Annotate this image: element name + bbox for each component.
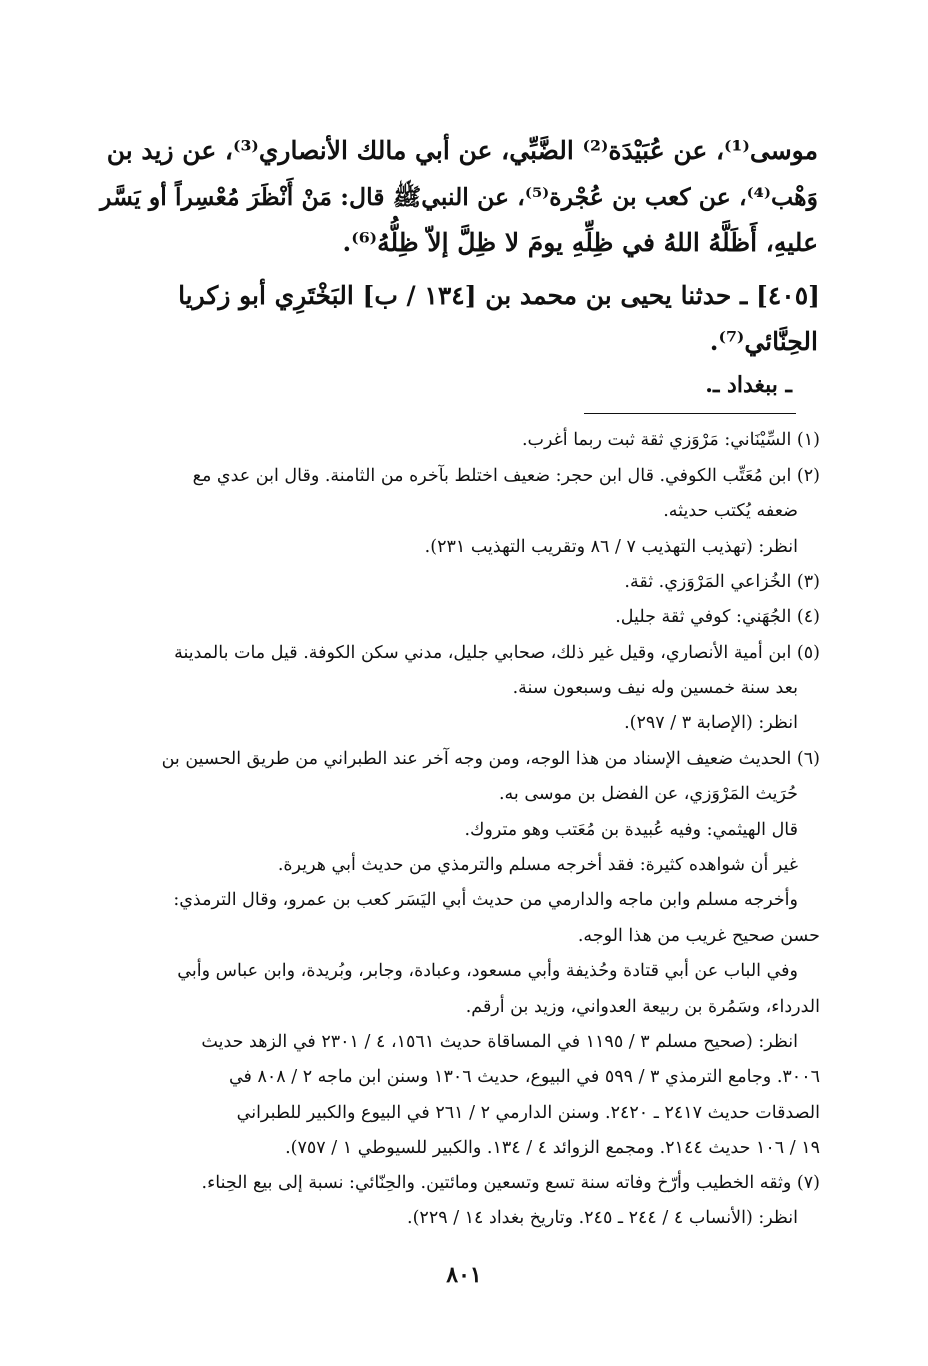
footnote-2-line-2: ضعفه يُكتب حديثه. <box>663 501 798 521</box>
footnote-6-line-5: وأخرجه مسلم وابن ماجه والدارمي من حديث أبي اليَسَر كعب بن عمرو، وقال الترمذي: <box>173 890 798 910</box>
footnote-6-line-8: الدرداء، وسَمُرة بن ربيعة العدواني، وزيد بن أرقم. <box>465 997 820 1017</box>
footnote-6-line-4: غير أن شواهده كثيرة: فقد أخرجه مسلم والترمذي من حديث أبي هريرة. <box>277 855 798 875</box>
footnote-4: (٤) الجُهَني: كوفي ثقة جليل. <box>615 607 820 627</box>
footnote-2-line-1: (٢) ابن مُعَتِّب الكوفي. قال ابن حجر: ضعيف اختلط بآخره من الثامنة. وقال ابن عدي مع <box>192 466 820 486</box>
footnote-3: (٣) الخُزاعي المَرْوَزي. ثقة. <box>624 572 820 592</box>
page-number: ٨٠١ <box>446 1262 482 1288</box>
footnote-7-line-1: (٧) وثقه الخطيب وأرّخ وفاته سنة تسع وتسعين ومائتين. والحِنّائي: نسبة إلى بيع الحِناء. <box>201 1173 820 1193</box>
footnote-6-line-7: وفي الباب عن أبي قتادة وحُذيفة وأبي مسعود، وعبادة، وجابر، وبُريدة، وابن عباس وأبي <box>177 961 798 981</box>
footnote-6-line-1: (٦) الحديث ضعيف الإسناد من هذا الوجه، ومن وجه آخر عند الطبراني من طريق الحسين بن <box>161 749 820 769</box>
main-text-line-1: موسى⁽¹⁾، عن عُبَيْدَة⁽²⁾ الضَّبِّي، عن أبي مالك الأنصاري⁽³⁾، عن زيد بن <box>106 136 818 165</box>
footnote-1: (١) السِّيْنَاني: مَرْوَزي ثقة ثبت ربما أغرب. <box>521 430 820 450</box>
footnote-5-line-2: بعد سنة خمسين وله نيف وسبعون سنة. <box>512 678 798 698</box>
footnote-6-line-6: حسن صحيح غريب من هذا الوجه. <box>577 926 820 946</box>
hadith-405-narrator-nisba: الحِنَّائي⁽⁷⁾. <box>709 327 818 356</box>
footnote-6-reference-2: ٣٠٠٦. وجامع الترمذي ٣ / ٥٩٩ في البيوع، حديث ١٣٠٦ وسنن ابن ماجه ٢ / ٨٠٨ في <box>228 1067 820 1087</box>
footnote-6-reference-1: انظر: (صحيح مسلم ٣ / ١١٩٥ في المساقاة حديث ١٥٦١، ٤ / ٢٣٠١ في الزهد حديث <box>201 1032 798 1052</box>
footnote-2-reference: انظر: (تهذيب التهذيب ٧ / ٨٦ وتقريب التهذيب ٢٣١). <box>424 537 798 557</box>
footnote-6-line-3: قال الهيثمي: وفيه عُبيدة بن مُعَتب وهو متروك. <box>464 820 798 840</box>
main-text-line-2: وَهْب⁽⁴⁾، عن كعب بن عُجْرة⁽⁵⁾، عن النبيﷺ قال: مَنْ أَنْظَرَ مُعْسِراً أو يَسَّر <box>100 183 818 211</box>
footnote-5-reference: انظر: (الإصابة ٣ / ٢٩٧). <box>624 713 798 733</box>
footnote-separator <box>584 413 796 414</box>
footnote-6-reference-4: ١٩ / ١٠٦ حديث ٢١٤٤. ومجمع الزوائد ٤ / ١٣٤. والكبير للسيوطي ١ / ٧٥٧). <box>285 1138 820 1158</box>
footnote-6-reference-3: الصدقات حديث ٢٤١٧ ـ ٢٤٢٠. وسنن الدارمي ٢ / ٢٦١ في البيوع والكبير للطبراني <box>236 1103 820 1123</box>
main-text-line-3: عليهِ، أَظَلَّهُ اللهُ في ظِلِّهِ يومَ لا ظِلَّ إلاّ ظِلُّهُ⁽⁶⁾. <box>342 228 818 257</box>
hadith-405-location: ـ ببغداد ـ. <box>705 372 792 398</box>
footnote-6-line-2: حُرَيث المَرْوَزي، عن الفضل بن موسى به. <box>498 784 798 804</box>
footnote-7-reference: انظر: (الأنساب ٤ / ٢٤٤ ـ ٢٤٥. وتاريخ بغداد ١٤ / ٢٢٩). <box>407 1208 798 1228</box>
footnote-5-line-1: (٥) ابن أمية الأنصاري، وقيل غير ذلك، صحابي جليل، مدني سكن الكوفة. قيل مات بالمدينة <box>174 643 820 663</box>
hadith-405-heading: [٤٠٥] ـ حدثنا يحيى بن محمد بن [١٣٤ / ب] البَخْتَرِي أبو زكريا <box>178 281 820 310</box>
